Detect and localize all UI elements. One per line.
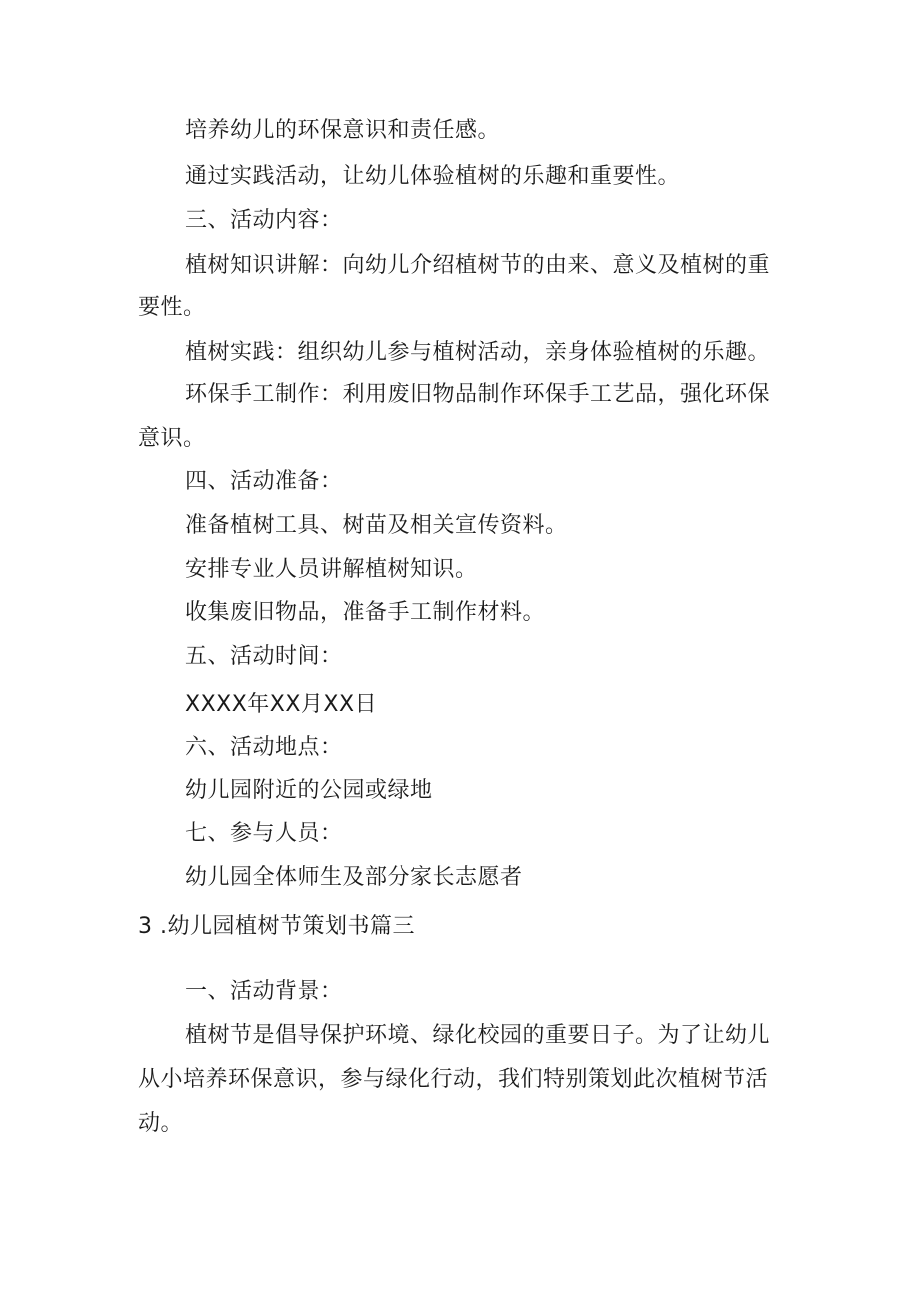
activity-location: 幼儿园附近的公园或绿地 (185, 778, 433, 803)
section-heading-location: 六、活动地点： (185, 735, 343, 760)
activity-participants: 幼儿园全体师生及部分家长志愿者 (185, 865, 523, 890)
section-heading-participants: 七、参与人员： (185, 821, 343, 846)
content-item-3: 环保手工制作：利用废旧物品制作环保手工艺品，强化环保 (185, 382, 771, 407)
content-item-3-continued: 意识。 (138, 426, 206, 451)
background-paragraph-line-2: 从小培养环保意识，参与绿化行动，我们特别策划此次植树节活 (138, 1067, 769, 1092)
background-paragraph-line-1: 植树节是倡导保护环境、绿化校园的重要日子。为了让幼儿 (185, 1023, 771, 1048)
content-item-2: 植树实践：组织幼儿参与植树活动，亲身体验植树的乐趣。 (185, 340, 771, 365)
preparation-item-1: 准备植树工具、树苗及相关宣传资料。 (185, 513, 568, 538)
section-heading-content: 三、活动内容： (185, 208, 343, 233)
preparation-item-3: 收集废旧物品，准备手工制作材料。 (185, 600, 546, 625)
preparation-item-2: 安排专业人员讲解植树知识。 (185, 557, 478, 582)
chapter-title: 3 .幼儿园植树节策划书篇三 (138, 914, 415, 939)
content-item-1-continued: 要性。 (138, 295, 206, 320)
background-paragraph-line-3: 动。 (138, 1111, 184, 1136)
content-item-1: 植树知识讲解：向幼儿介绍植树节的由来、意义及植树的重 (185, 253, 771, 278)
goal-line-2: 通过实践活动，让幼儿体验植树的乐趣和重要性。 (185, 164, 681, 189)
section-heading-background: 一、活动背景： (185, 979, 343, 1004)
section-heading-preparation: 四、活动准备： (185, 469, 343, 494)
goal-line-1: 培养幼儿的环保意识和责任感。 (185, 118, 501, 143)
section-heading-time: 五、活动时间： (185, 644, 343, 669)
activity-date: XXXX年XX月XX日 (185, 692, 378, 717)
